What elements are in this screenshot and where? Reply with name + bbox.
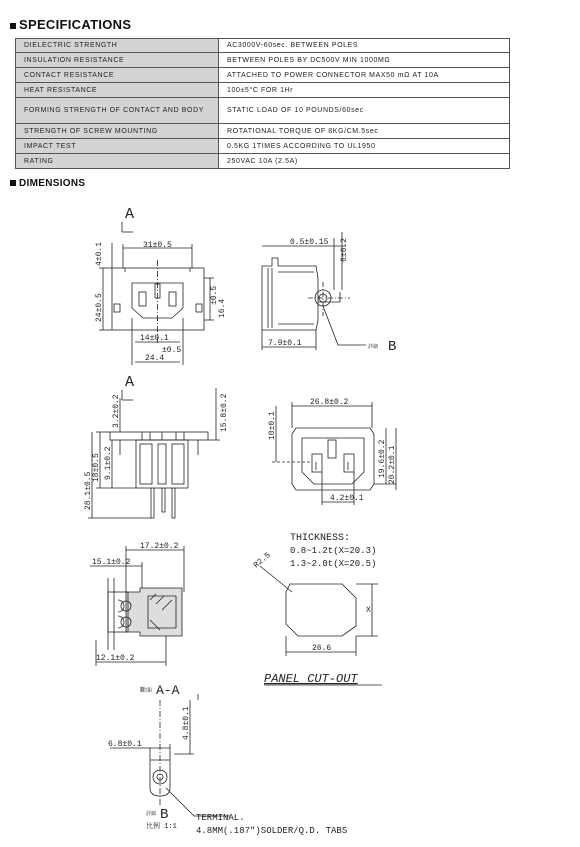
detail-prefix: 詳細 [368, 344, 379, 350]
dim-17-2: 17.2±0.2 [140, 542, 179, 551]
dimensions-title-text: DIMENSIONS [19, 178, 86, 189]
dim-width-31: 31±0.5 [143, 241, 172, 250]
dim-14: 14±0.1 [140, 334, 169, 343]
dim-0-5: 0.5±0.15 [290, 238, 329, 247]
cutout-width: 26.6 [312, 644, 332, 653]
spec-value: 100±5°C FOR 1Hr [219, 83, 510, 98]
dim-10: 10±0.1 [268, 411, 277, 440]
dim-24-4: 24.4 [145, 354, 165, 363]
spec-value: ROTATIONAL TORQUE OF 8KG/CM.5sec [219, 124, 510, 139]
dim-4: 4±0.1 [95, 241, 104, 266]
section-marker-a-2: A [125, 374, 135, 391]
thickness-title: THICKNESS: [290, 533, 351, 544]
spec-value: ATTACHED TO POWER CONNECTOR MAX50 mΩ AT 10A [219, 68, 510, 83]
spec-label: DIELECTRIC STRENGTH [16, 39, 219, 53]
rear-view [268, 398, 397, 505]
spec-value: AC3000V-60sec. BETWEEN POLES [219, 39, 510, 53]
dim-tol-bottom: ±0.5 [162, 346, 182, 355]
spec-label: IMPACT TEST [16, 139, 219, 154]
detail-b-label: B [388, 339, 397, 355]
thickness-line-1: 0.8~1.2t(X=20.3) [290, 546, 377, 556]
spec-value: STATIC LOAD OF 10 POUNDS/60sec [219, 98, 510, 124]
dim-26-8: 26.8±0.2 [310, 398, 349, 407]
dim-6: 6±0.2 [340, 237, 349, 262]
panel-cutout [252, 551, 382, 686]
specifications-title-text: SPECIFICATIONS [19, 17, 132, 32]
dim-tol: ±0.5 [210, 285, 219, 305]
detail-b-letter: B [160, 807, 169, 823]
section-aa [108, 683, 230, 816]
thickness-line-2: 1.3~2.0t(X=20.5) [290, 559, 377, 569]
terminal-line-1: TERMINAL. [196, 813, 245, 823]
spec-label: HEAT RESISTANCE [16, 83, 219, 98]
dim-6-8: 6.8±0.1 [108, 740, 142, 749]
front-view [95, 206, 227, 365]
spec-label: FORMING STRENGTH OF CONTACT AND BODY [16, 98, 219, 124]
spec-label: STRENGTH OF SCREW MOUNTING [16, 124, 219, 139]
spec-label: RATING [16, 154, 219, 169]
detail-b [146, 807, 347, 836]
spec-label: CONTACT RESISTANCE [16, 68, 219, 83]
dim-4-2: 4.2±0.1 [330, 494, 364, 503]
dim-28-1: 28.1±0.5 [84, 471, 93, 510]
bottom-view [84, 374, 229, 518]
dim-16-4: 16.4 [218, 298, 227, 318]
thickness-note [290, 533, 376, 569]
detail-b-prefix: 詳細 [146, 811, 157, 817]
dim-19-6: 19.6±0.2 [378, 439, 387, 478]
dim-15-1: 15.1±0.2 [92, 558, 131, 567]
detail-b-scale: 比例 1:1 [146, 823, 177, 831]
spec-value: 250VAC 10A (2.5A) [219, 154, 510, 169]
dim-20-2: 20.2±0.1 [388, 445, 397, 484]
dim-18: 18±0.5 [92, 453, 101, 482]
dim-15-8: 15.8±0.2 [220, 393, 229, 432]
section-view [90, 542, 184, 666]
section-marker-a: A [125, 206, 135, 223]
cutout-height: X [366, 606, 371, 615]
dim-12-1: 12.1±0.2 [96, 654, 135, 663]
spec-value: 0.5KG 1TIMES ACCORDING TO UL1950 [219, 139, 510, 154]
spec-value: BETWEEN POLES BY DC500V MIN 1000MΩ [219, 53, 510, 68]
dim-height-24: 24±0.5 [95, 293, 104, 322]
dim-3-2: 3.2±0.2 [112, 394, 121, 428]
dim-9-1: 9.1±0.2 [104, 446, 113, 480]
section-aa-title: A-A [156, 683, 180, 698]
corner-radius: R2.5 [252, 551, 273, 571]
spec-label: INSULATION RESISTANCE [16, 53, 219, 68]
side-view [262, 232, 396, 355]
dim-4-8: 4.8±0.1 [182, 706, 191, 740]
section-prefix: 斷面 [140, 687, 153, 694]
panel-cutout-label: PANEL CUT-OUT [264, 672, 358, 686]
terminal-line-2: 4.8MM(.187")SOLDER/Q.D. TABS [196, 826, 348, 836]
dim-7-9: 7.9±0.1 [268, 339, 302, 348]
